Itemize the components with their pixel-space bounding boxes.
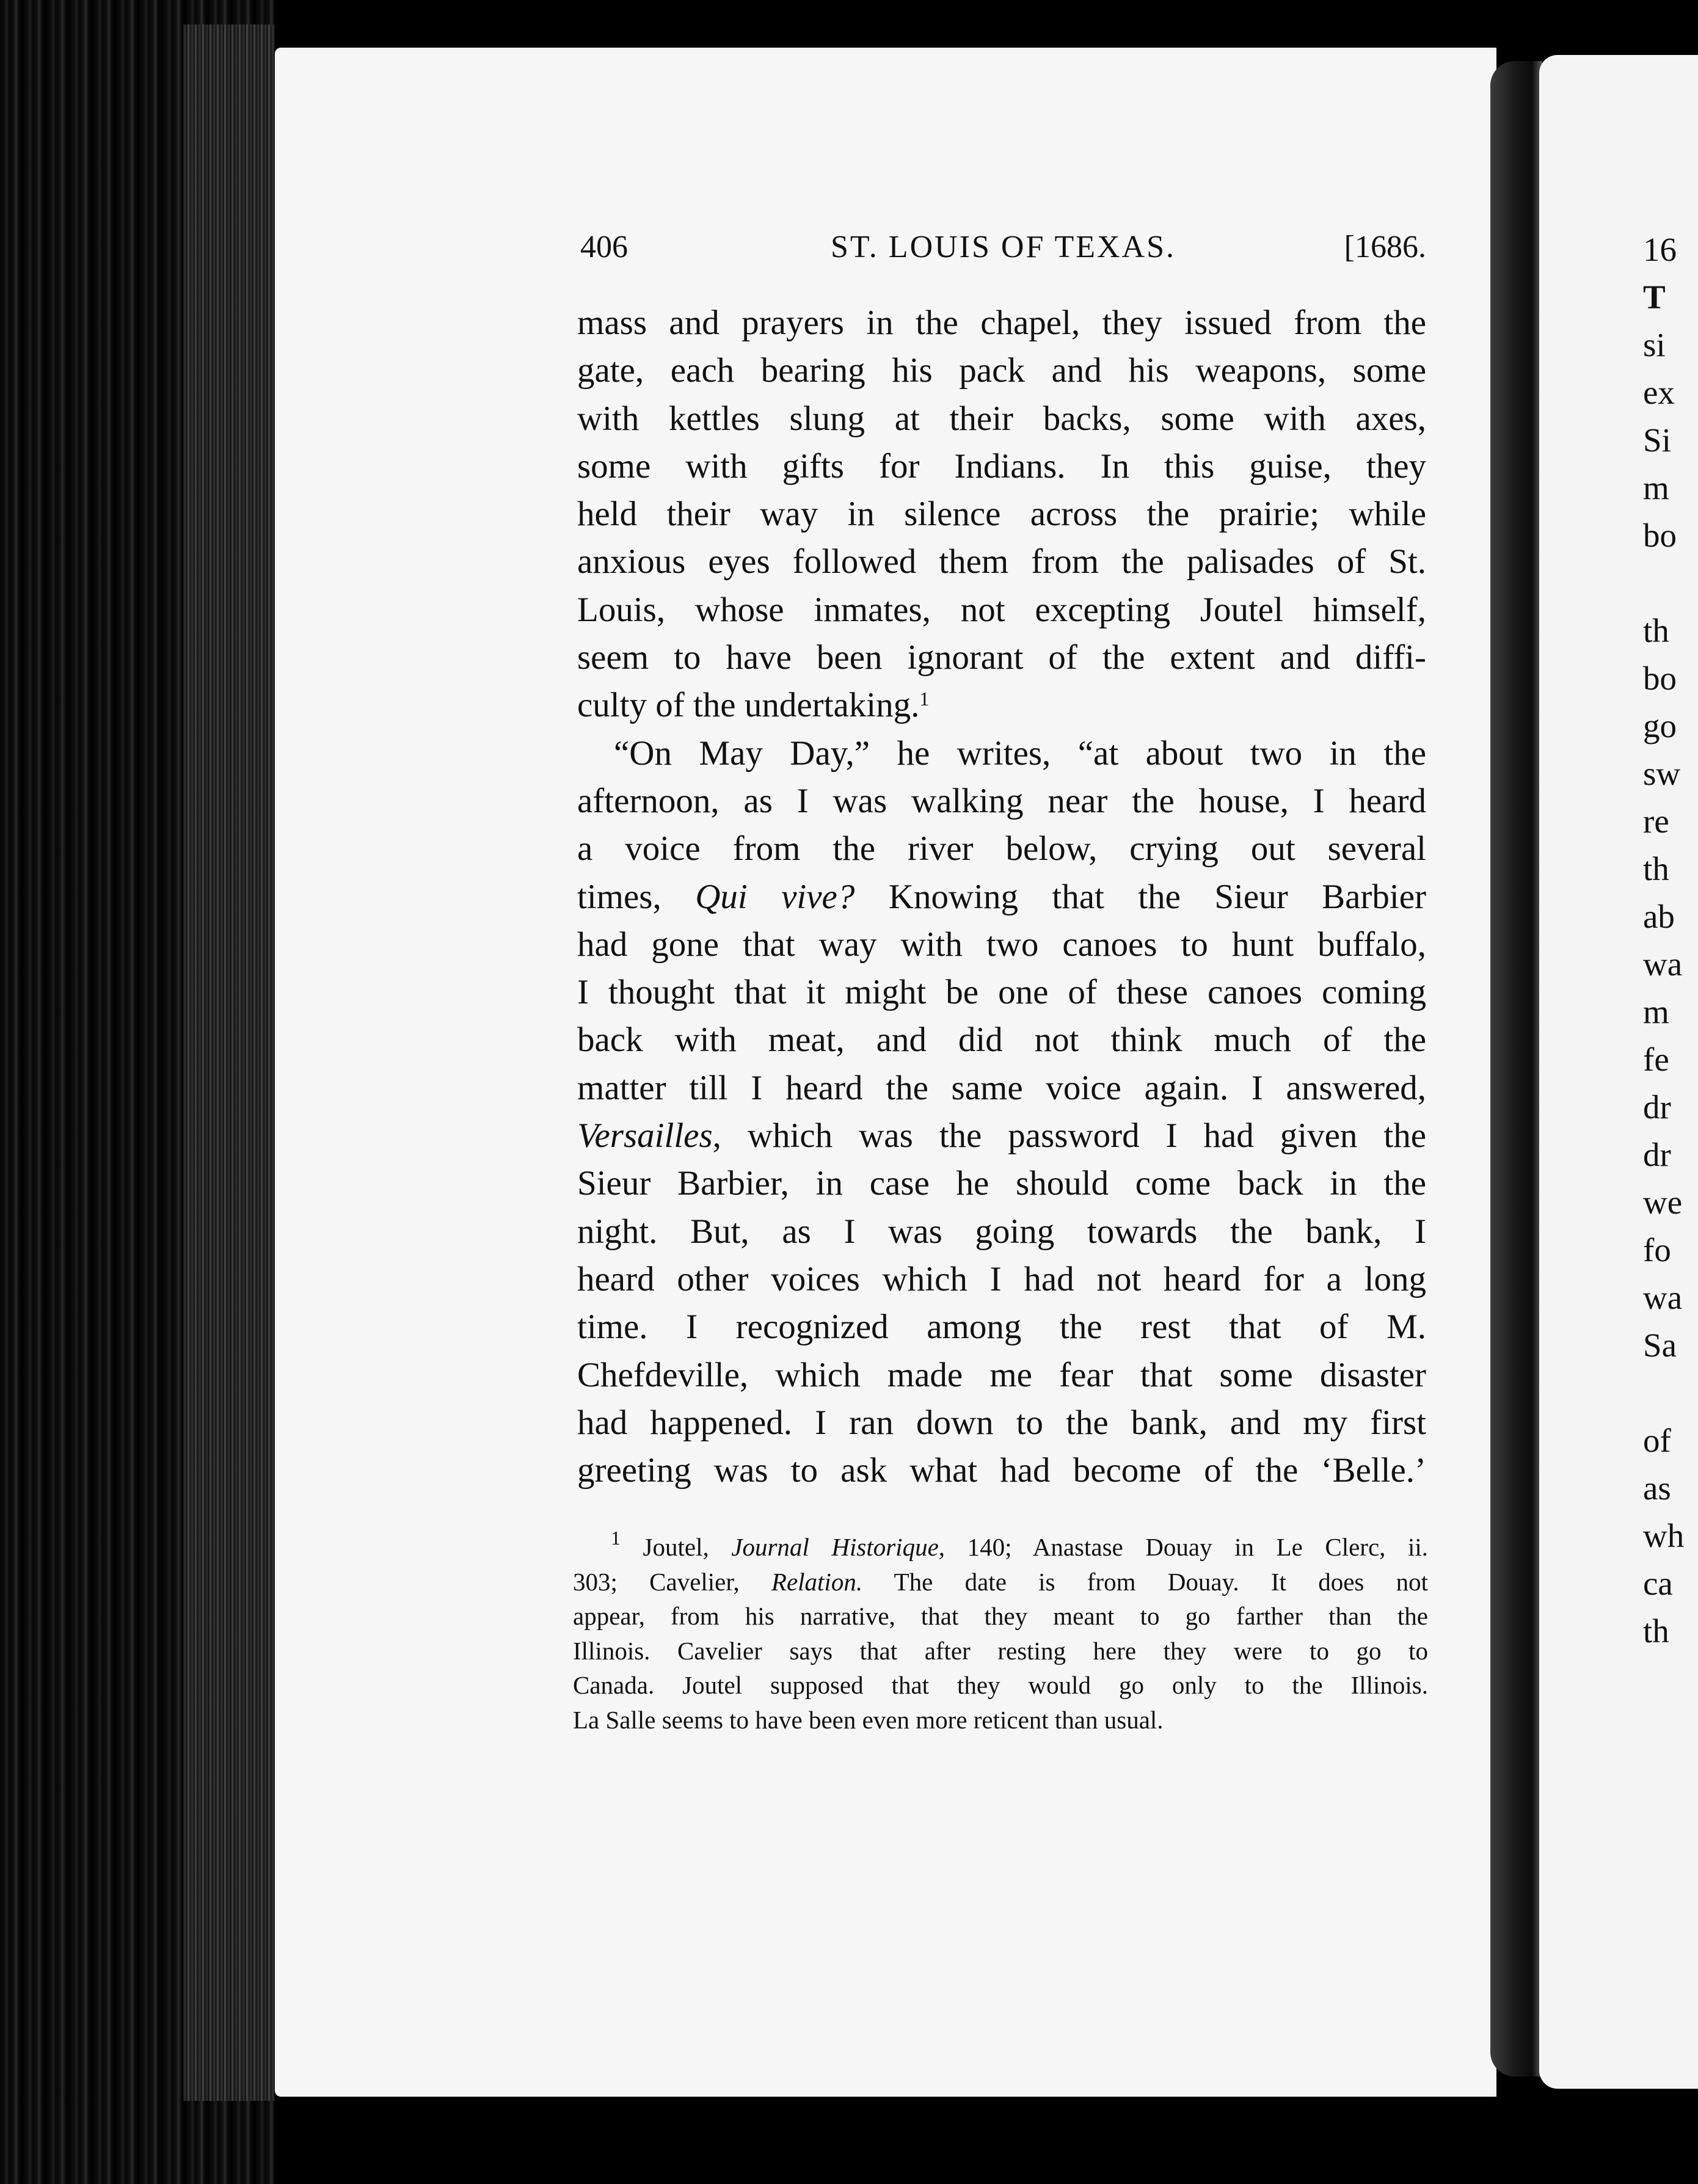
footnote-segment: The date is from Douay. It does not <box>894 1567 1429 1596</box>
footnote-marker: 1 <box>611 1527 621 1549</box>
header-year: [1686. <box>1344 230 1426 264</box>
footnote-segment: Joutel, <box>643 1533 709 1561</box>
text-line: seem to have been ignorant of the extent and diffi- <box>577 638 1426 677</box>
text-line: had gone that way with two canoes to hunt buffalo, <box>577 925 1426 964</box>
text-line: heard other voices which I had not heard for a long <box>577 1259 1426 1298</box>
text-line: some with gifts for Indians. In this guise, they <box>577 446 1426 486</box>
facing-fragment: bo <box>1643 517 1677 554</box>
text-line: with kettles slung at their backs, some with axes, <box>577 399 1426 438</box>
facing-fragment: si <box>1643 326 1666 363</box>
text-line <box>577 682 1426 729</box>
facing-fragment: m <box>1643 993 1669 1030</box>
page-edges <box>183 24 275 2101</box>
facing-fragment: ab <box>1643 898 1675 935</box>
footnote-line: appear, from his narrative, that they meant to go farther than the <box>573 1602 1428 1630</box>
facing-fragment: dr <box>1643 1136 1671 1173</box>
text-line <box>577 873 1426 921</box>
facing-fragment: wa <box>1643 945 1683 983</box>
facing-fragment: fe <box>1643 1041 1669 1078</box>
text-line: back with meat, and did not think much of the <box>577 1021 1426 1060</box>
facing-fragment: of <box>1643 1422 1671 1459</box>
text-line: anxious eyes followed them from the palisades of St. <box>577 542 1426 581</box>
text-segment: culty of the undertaking. <box>577 686 920 725</box>
facing-page-text <box>1643 226 1685 1655</box>
facing-fragment: sw <box>1643 755 1681 792</box>
facing-fragment: we <box>1643 1184 1683 1221</box>
facing-fragment: wh <box>1643 1517 1685 1554</box>
text-line: afternoon, as I was walking near the house, I heard <box>577 781 1426 820</box>
footnote-reference: 1 <box>919 688 930 710</box>
facing-fragment: as <box>1643 1469 1671 1507</box>
facing-fragment: ca <box>1643 1565 1673 1602</box>
text-line: had happened. I ran down to the bank, and my first <box>577 1403 1426 1442</box>
text-line: a voice from the river below, crying out several <box>577 829 1426 868</box>
footnote <box>573 1527 1429 1737</box>
facing-fragment: m <box>1643 469 1669 506</box>
gutter-shadow <box>1490 61 1542 2077</box>
text-line: night. But, as I was going towards the bank, I <box>577 1212 1426 1251</box>
text-line <box>577 1112 1426 1160</box>
text-line: matter till I heard the same voice again. I answered, <box>577 1068 1426 1107</box>
facing-fragment: T <box>1643 278 1666 316</box>
body-text <box>577 299 1426 1494</box>
text-line: gate, each bearing his pack and his weapons, some <box>577 351 1426 390</box>
facing-fragment: bo <box>1643 660 1677 697</box>
text-line: Chefdeville, which made me fear that some disaster <box>577 1355 1426 1394</box>
facing-fragment: go <box>1643 707 1677 744</box>
footnote-line <box>573 1565 1428 1600</box>
footnote-italic: Journal Historique, <box>731 1533 946 1561</box>
text-line: greeting was to ask what had become of the ‘Belle.’ <box>577 1451 1426 1490</box>
running-header <box>580 229 1426 278</box>
running-title: ST. LOUIS OF TEXAS. <box>830 230 1176 264</box>
facing-fragment: re <box>1643 803 1669 840</box>
facing-fragment: 16 <box>1643 231 1677 268</box>
facing-fragment <box>1643 559 1680 607</box>
text-segment: times, <box>577 877 661 916</box>
text-line: mass and prayers in the chapel, they issued from the <box>577 304 1426 342</box>
footnote-line: Canada. Joutel supposed that they would go only to the Illinois. <box>573 1671 1428 1699</box>
text-line: Sieur Barbier, in case he should come back in the <box>577 1164 1426 1203</box>
text-line: “On May Day,” he writes, “at about two in the <box>614 733 1426 773</box>
text-segment: Knowing that the Sieur Barbier <box>888 877 1427 916</box>
facing-fragment: ex <box>1643 374 1675 411</box>
footnote-segment: 303; Cavelier, <box>573 1567 740 1596</box>
italic-phrase: Qui vive? <box>695 877 855 916</box>
facing-fragment: dr <box>1643 1088 1671 1126</box>
facing-fragment: th <box>1643 850 1669 887</box>
footnote-line: Illinois. Cavelier says that after resting here they were to go to <box>573 1636 1428 1665</box>
facing-fragment: Si <box>1643 421 1671 459</box>
facing-fragment: wa <box>1643 1279 1683 1316</box>
facing-fragment <box>1643 1369 1680 1417</box>
italic-phrase: Versailles <box>577 1116 713 1156</box>
text-line: time. I recognized among the rest that of M. <box>577 1308 1426 1347</box>
facing-fragment: th <box>1643 612 1669 649</box>
footnote-line <box>573 1527 1428 1565</box>
facing-fragment: Sa <box>1643 1327 1677 1364</box>
page-number: 406 <box>580 230 628 264</box>
facing-fragment: th <box>1643 1612 1669 1650</box>
facing-fragment: fo <box>1643 1231 1671 1269</box>
text-segment: , which was the password I had given the <box>712 1116 1426 1156</box>
footnote-segment: 140; Anastase Douay in Le Clerc, ii. <box>967 1533 1428 1561</box>
footnote-line: La Salle seems to have been even more reticent than usual. <box>573 1705 1164 1734</box>
footnote-italic: Relation. <box>771 1567 863 1596</box>
text-line: I thought that it might be one of these canoes coming <box>577 973 1426 1012</box>
text-line: Louis, whose inmates, not excepting Joutel himself, <box>577 590 1426 629</box>
text-line: held their way in silence across the prairie; while <box>577 495 1426 534</box>
